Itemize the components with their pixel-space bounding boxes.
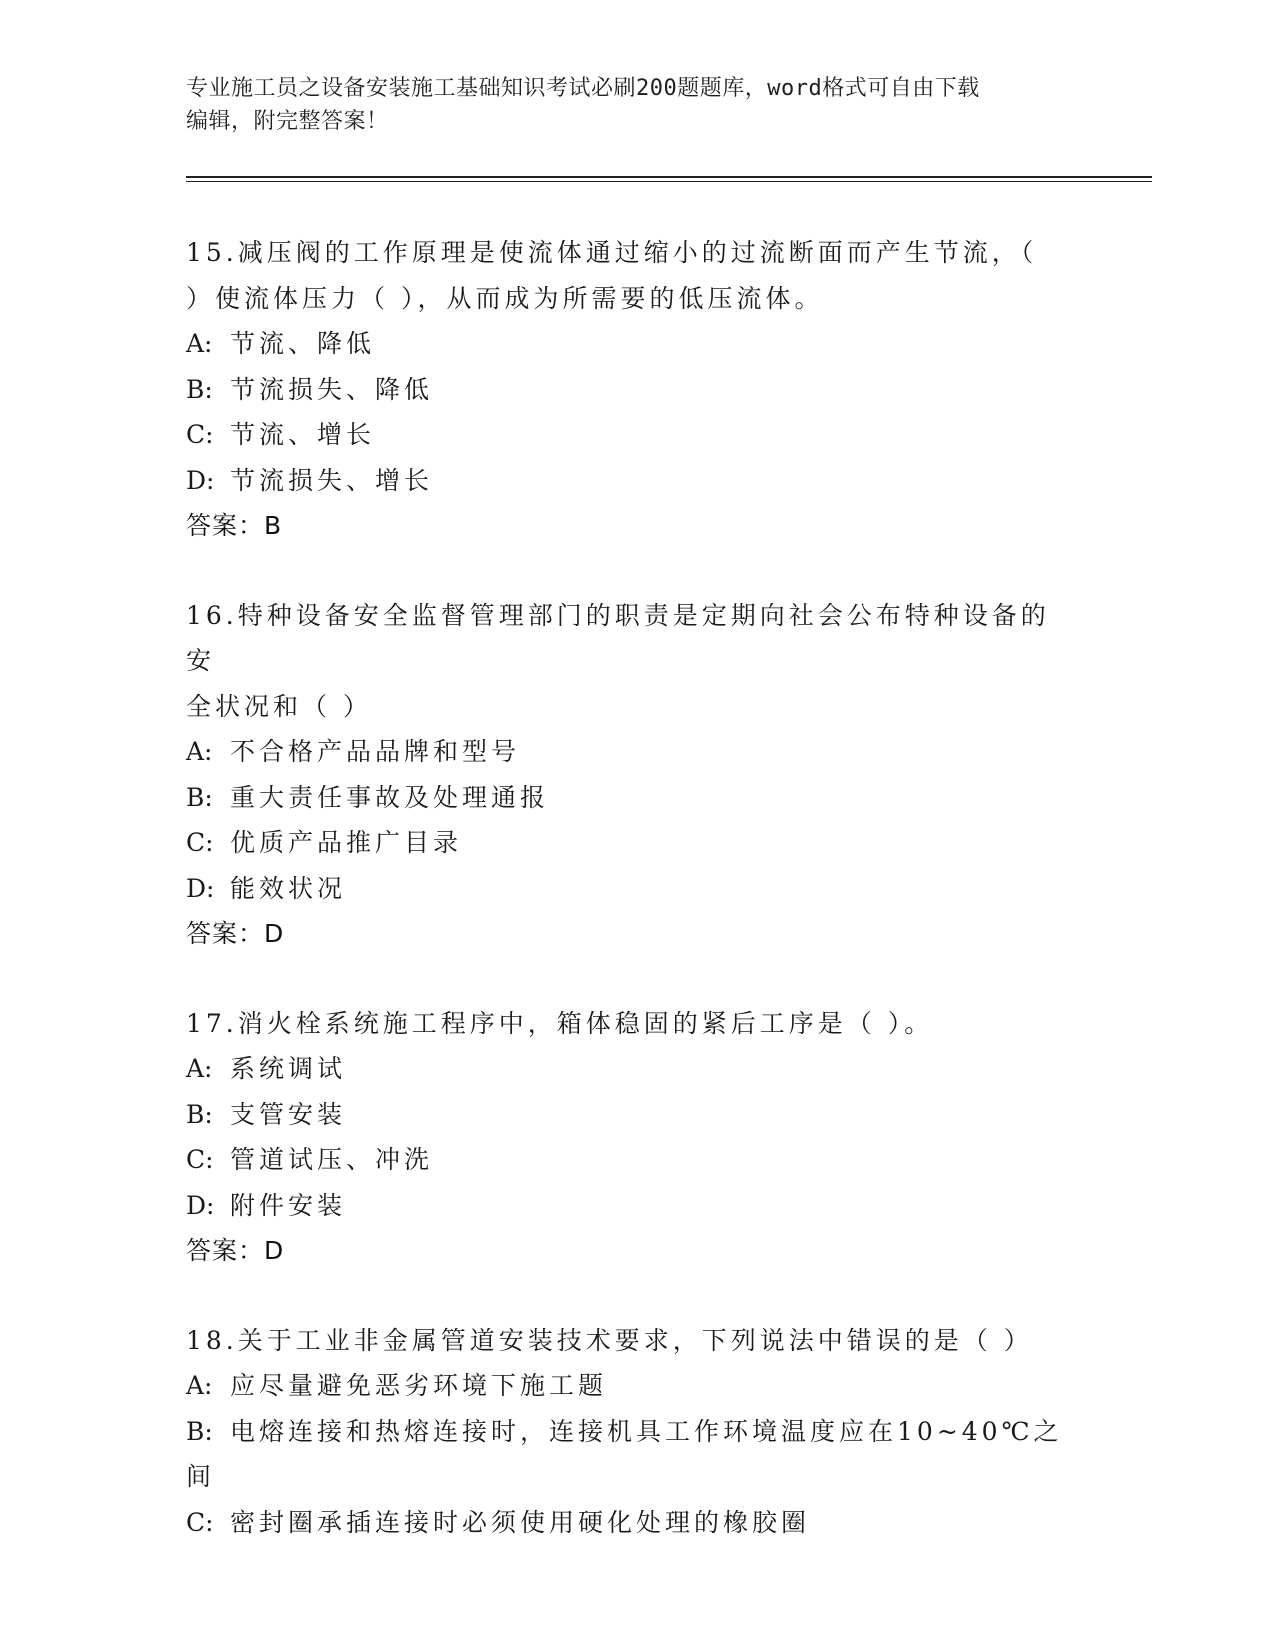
option-a <box>186 321 1086 367</box>
option-key: B: <box>186 374 213 404</box>
option-c <box>186 820 1086 866</box>
option-text: 不合格产品品牌和型号 <box>230 737 521 766</box>
option-key: A: <box>186 1054 213 1083</box>
option-key: C: <box>186 1145 214 1174</box>
option-a <box>186 1363 1086 1409</box>
header-line-1: 专业施工员之设备安装施工基础知识考试必刷200题题库，word格式可自由下载 <box>186 76 980 101</box>
option-key: A: <box>186 1371 213 1400</box>
question-stem-line: 16.特种设备安全监督管理部门的职责是定期向社会公布特种设备的安 <box>186 600 1050 675</box>
option-text: 电熔连接和热熔连接时，连接机具工作环境温度应在10~40℃之间 <box>186 1416 1063 1491</box>
option-key: D: <box>186 1190 215 1220</box>
question-stem <box>186 1001 1066 1047</box>
option-text: 管道试压、冲洗 <box>230 1145 434 1174</box>
option-key: B: <box>186 1416 213 1446</box>
question-stem-line: ）使流体压力（ ），从而成为所需要的低压流体。 <box>186 283 824 313</box>
option-key: C: <box>186 828 214 857</box>
option-b <box>186 775 1086 821</box>
header-divider-thick <box>186 176 1152 178</box>
question-stem-line: 17.消火栓系统施工程序中，箱体稳固的紧后工序是（ ）。 <box>186 1008 934 1038</box>
option-text: 系统调试 <box>230 1054 347 1083</box>
option-text: 优质产品推广目录 <box>230 828 463 857</box>
option-text: 节流、增长 <box>230 420 376 449</box>
option-b <box>186 367 1086 413</box>
option-c <box>186 1500 1086 1546</box>
question-16 <box>186 593 1086 957</box>
question-stem-line: 18.关于工业非金属管道安装技术要求，下列说法中错误的是（ ） <box>186 1325 1033 1355</box>
option-key: C: <box>186 420 214 449</box>
question-stem-line: 全状况和（ ） <box>186 691 372 721</box>
option-text: 支管安装 <box>230 1099 347 1129</box>
header-line-2: 编辑，附完整答案！ <box>186 109 389 134</box>
option-b <box>186 1409 1086 1500</box>
question-18 <box>186 1318 1086 1546</box>
question-stem <box>186 593 1066 730</box>
option-key: B: <box>186 1099 213 1129</box>
option-text: 应尽量避免恶劣环境下施工题 <box>230 1371 608 1400</box>
option-text: 重大责任事故及处理通报 <box>230 782 550 812</box>
question-stem <box>186 1318 1066 1364</box>
option-key: C: <box>186 1507 214 1537</box>
option-text: 节流、降低 <box>230 329 376 358</box>
document-header <box>186 72 1086 138</box>
option-key: A: <box>186 737 213 766</box>
option-key: B: <box>186 782 213 812</box>
option-text: 节流损失、降低 <box>230 374 434 404</box>
option-key: A: <box>186 329 213 358</box>
option-d <box>186 458 1086 504</box>
question-15 <box>186 230 1086 549</box>
option-key: D: <box>186 465 215 495</box>
header-divider-thin <box>186 181 1152 182</box>
answer-line: 答案：B <box>186 511 283 540</box>
option-a <box>186 729 1086 775</box>
question-stem <box>186 230 1066 321</box>
option-c <box>186 412 1086 458</box>
question-stem-line: 15.减压阀的工作原理是使流体通过缩小的过流断面而产生节流，（ <box>186 238 1038 267</box>
answer-line: 答案：D <box>186 919 285 948</box>
option-a <box>186 1046 1086 1092</box>
option-d <box>186 1183 1086 1229</box>
question-list <box>186 230 1086 1589</box>
answer-line: 答案：D <box>186 1236 285 1265</box>
option-text: 能效状况 <box>230 873 347 903</box>
option-key: D: <box>186 873 215 903</box>
option-b <box>186 1092 1086 1138</box>
option-text: 附件安装 <box>230 1190 347 1220</box>
question-17 <box>186 1001 1086 1274</box>
option-text: 节流损失、增长 <box>230 465 434 495</box>
option-text: 密封圈承插连接时必须使用硬化处理的橡胶圈 <box>230 1507 811 1537</box>
option-c <box>186 1137 1086 1183</box>
option-d <box>186 866 1086 912</box>
